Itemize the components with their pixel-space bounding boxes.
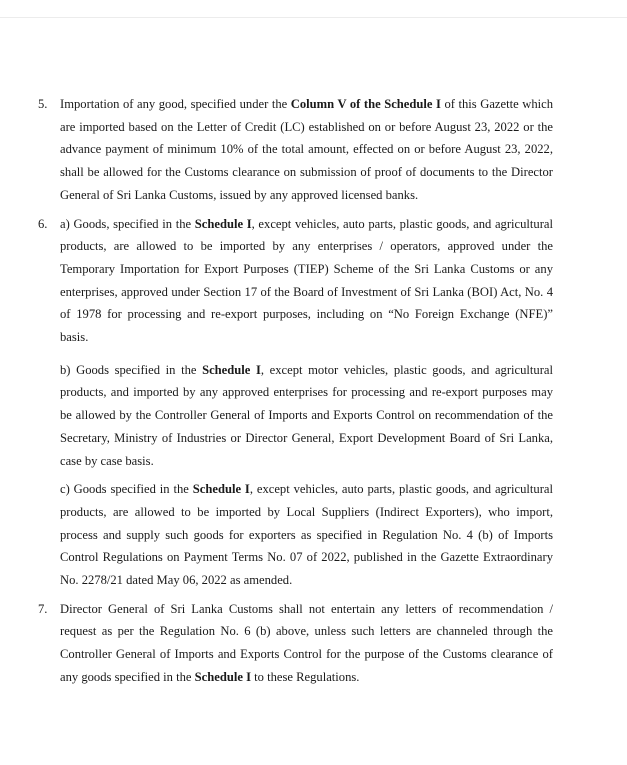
clause-text: , except motor vehicles, plastic goods, and agricultural products, and imported by any approved enterprises for processing and re-export purposes may be allowed by the Controller General of Imports and Exports Control on recommendation of the Secretary, Ministry of Industries or Director General, Export Development Board of Sri Lanka, case by case basis. xyxy=(60,362,553,468)
clause-bold-ref: Schedule I xyxy=(194,216,252,231)
clause-6b xyxy=(60,359,553,473)
clause-text: c) Goods specified in the xyxy=(60,482,193,497)
clause-number: 5. xyxy=(38,97,48,111)
clause-text: a) Goods, specified in the xyxy=(60,216,195,231)
clause-text: of this Gazette which are imported based on the Letter of Credit (LC) established on or before August 23, 2022 or the advance payment of minimum 10% of the total amount, effected on or before August 23, 2022, shall be allowed for the Customs clearance on submission of proof of documents to the Director General of Sri Lanka Customs, issued by any approved licensed banks. xyxy=(60,97,553,202)
clause-5 xyxy=(38,93,553,207)
clause-text: to these Regulations. xyxy=(251,669,360,684)
clause-text: Importation of any good, specified under the xyxy=(60,97,291,111)
clause-text: , except vehicles, auto parts, plastic goods, and agricultural products, are allowed to be imported by Local Suppliers (Indirect Exporters), who import, process and supply such goods for exporters as specified in Regulation No. 4 (b) of Imports Control Regulations on Payment Terms No. 07 of 2022, published in the Gazette Extraordinary No. 2278/21 dated May 06, 2022 as amended. xyxy=(60,482,553,588)
clause-bold-ref: Column V of the Schedule I xyxy=(290,97,441,111)
clause-text: b) Goods specified in the xyxy=(60,362,203,377)
clause-bold-ref: Schedule I xyxy=(192,482,250,497)
clause-bold-ref: Schedule I xyxy=(202,362,261,377)
clause-6a xyxy=(60,213,553,349)
clause-number: 7. xyxy=(38,601,48,616)
clause-bold-ref: Schedule I xyxy=(194,669,251,684)
clause-7 xyxy=(38,598,553,689)
top-divider xyxy=(0,17,627,18)
clause-6 xyxy=(38,213,553,592)
clause-text: Director General of Sri Lanka Customs shall not entertain any letters of recommendation / request as per the Regulation No. 6 (b) above, unless such letters are channeled through the Controller General of Imports and Exports Control for the purpose of the Customs clearance of any goods specified in the xyxy=(60,601,553,684)
clause-6c xyxy=(60,478,553,592)
clause-text: , except vehicles, auto parts, plastic goods, and agricultural products, are allowed to be imported by any enterprises / operators, approved under the Temporary Importation for Export Purposes (TIEP) Scheme of the Sri Lanka Customs or any enterprises, approved under Section 17 of the Board of Investment of Sri Lanka (BOI) Act, No. 4 of 1978 for processing and re-export purposes, including on “No Foreign Exchange (NFE)” basis. xyxy=(60,216,553,345)
clause-number: 6. xyxy=(38,216,48,231)
gazette-page xyxy=(38,93,553,689)
